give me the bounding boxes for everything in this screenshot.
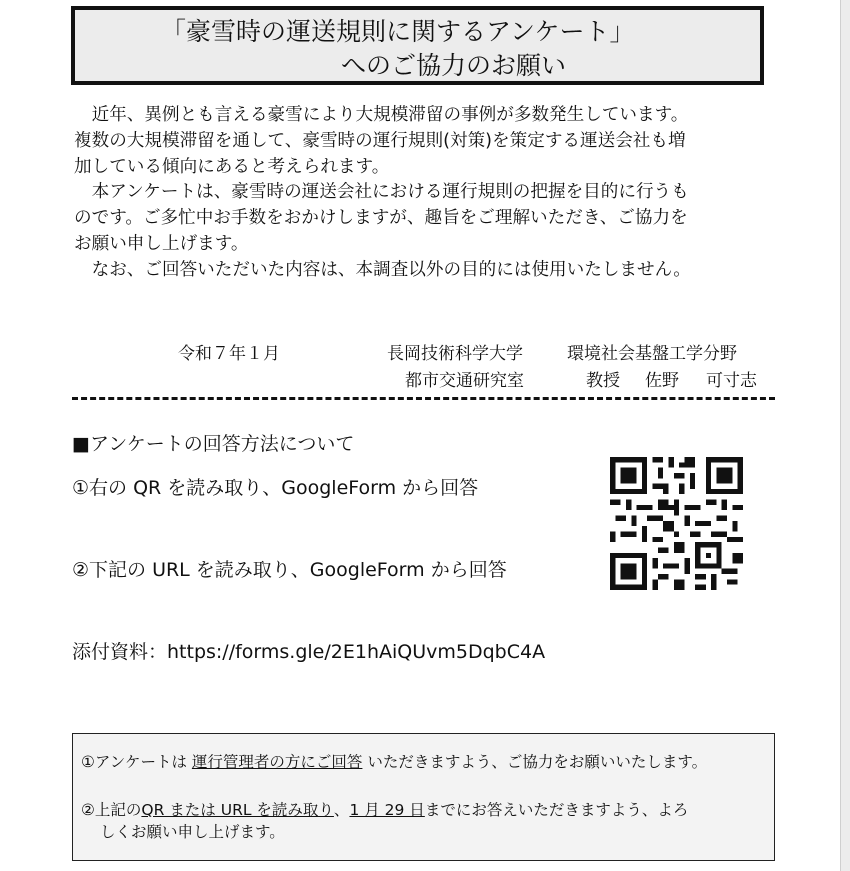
signature-department: 環境社会基盤工学分野: [567, 344, 737, 364]
intro-line: 近年、異例とも言える豪雪により大規模滞留の事例が多数発生しています。: [74, 105, 689, 125]
intro-line: のです。ご多忙中お手数をおかけしますが、趣旨をご理解いただき、ご協力を: [74, 208, 688, 228]
signature-given-name: 可寸志: [706, 371, 757, 391]
note-2-emphasis-method: QR または URL を読み取り: [141, 801, 334, 819]
note-2-comma: 、: [333, 801, 350, 819]
signature-date: 令和７年１月: [178, 344, 280, 364]
note-2: [81, 800, 688, 821]
answer-option-qr: ①右の QR を読み取り、GoogleForm から回答: [72, 477, 479, 499]
page-right-edge: [840, 0, 850, 871]
signature-surname: 佐野: [645, 371, 679, 391]
intro-line: なお、ご回答いただいた内容は、本調査以外の目的には使用いたしません。: [74, 260, 691, 280]
title-box: [71, 6, 764, 85]
signature-position: 教授: [586, 371, 620, 391]
notes-box: [72, 733, 775, 861]
signature-lab: 都市交通研究室: [405, 371, 524, 391]
title-line-1: 「豪雪時の運送規則に関するアンケート」: [161, 17, 635, 46]
intro-line: 加している傾向にあると考えられます。: [74, 157, 390, 177]
signature-university: 長岡技術科学大学: [387, 344, 523, 364]
form-url-line[interactable]: 添付資料：https://forms.gle/2E1hAiQUvm5DqbC4A: [72, 641, 546, 663]
qr-code-icon[interactable]: [610, 457, 743, 590]
note-1-suffix: いただきますよう、ご協力をお願いいたします。: [362, 753, 708, 771]
note-2-emphasis-date: 1 月 29 日: [349, 801, 425, 819]
intro-line: 複数の大規模滞留を通して、豪雪時の運行規則(対策)を策定する運送会社も増: [74, 131, 686, 151]
note-2-line2: しくお願い申し上げます。: [100, 823, 285, 841]
title-line-2: へのご協力のお願い: [341, 51, 567, 80]
intro-line: お願い申し上げます。: [74, 234, 249, 254]
note-1-prefix: ①アンケートは: [81, 753, 192, 771]
note-2-prefix: ②上記の: [81, 801, 142, 819]
note-2-suffix: までにお答えいただきますよう、よろ: [424, 801, 689, 819]
answer-method-heading: ■アンケートの回答方法について: [72, 433, 355, 455]
dashed-divider: [72, 397, 775, 400]
intro-line: 本アンケートは、豪雪時の運送会社における運行規則の把握を目的に行うも: [74, 182, 689, 202]
answer-option-url: ②下記の URL を読み取り、GoogleForm から回答: [72, 559, 507, 581]
note-1-emphasis: 運行管理者の方にご回答: [191, 753, 363, 771]
note-1: [81, 752, 707, 773]
